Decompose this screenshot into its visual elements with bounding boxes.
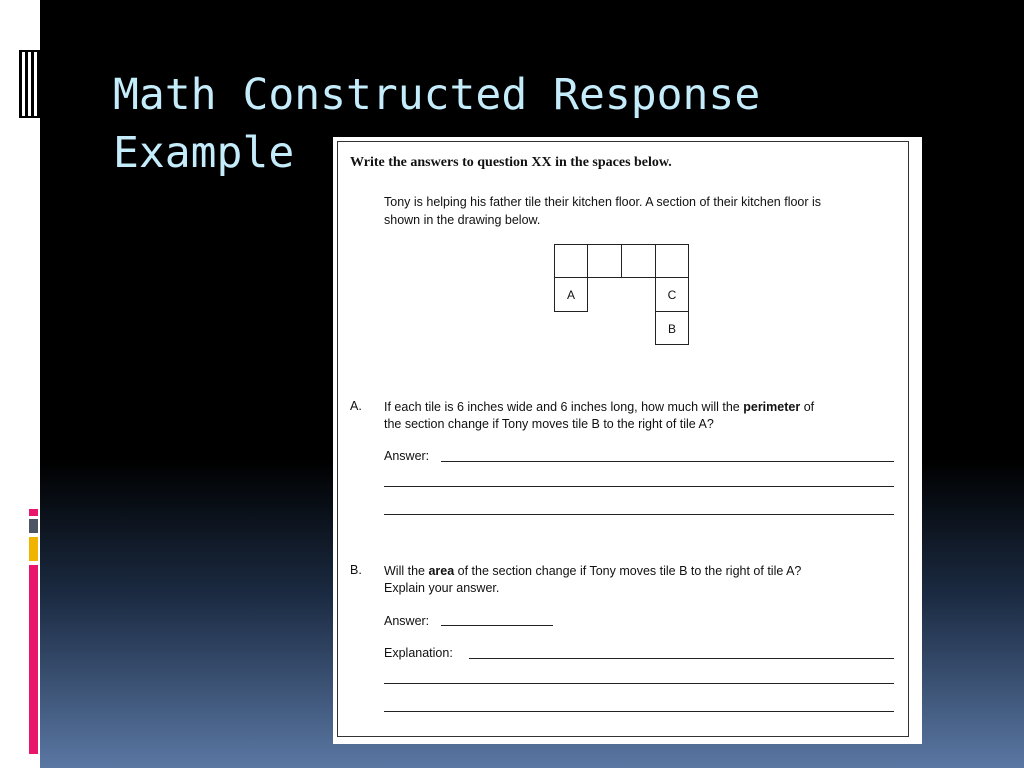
problem-text-line-2: shown in the drawing below. [384,213,541,227]
tile-c-label: C [667,288,677,302]
tile-top-1 [555,245,588,278]
tile-b-label: B [667,322,677,336]
tile-diagram [553,243,693,347]
part-a-text-post: of [800,400,815,414]
part-b-explanation-line[interactable] [469,658,894,659]
part-b-letter: B. [350,563,362,577]
tile-top-2 [588,245,622,278]
part-a-bold-word: perimeter [743,400,801,414]
tile-top-3 [622,245,656,278]
part-b-text-pre: Will the [384,564,429,578]
problem-text-line-1: Tony is helping his father tile their kitchen floor. A section of their kitchen floor is [384,195,822,209]
slide-title-line-2: Example [113,128,295,178]
part-b-bold-word: area [428,564,455,578]
part-b-explanation-line-2[interactable] [384,683,894,684]
tile-top-4 [656,245,689,278]
accent-bar-gray [29,519,38,533]
part-b-answer-line[interactable] [441,625,553,626]
part-b-explanation-line-3[interactable] [384,711,894,712]
title-bars-icon [19,50,40,118]
accent-bar-yellow [29,537,38,561]
slide-title-line-1: Math Constructed Response [113,70,761,120]
part-b-question-line-1 [384,563,801,580]
part-a-answer-label: Answer: [384,449,430,463]
part-a-answer-line-2[interactable] [384,486,894,487]
part-b-answer-label: Answer: [384,614,430,628]
part-a-answer-line-3[interactable] [384,514,894,515]
part-b-text-post: of the section change if Tony moves tile B to the right of tile A? [454,564,802,578]
worksheet-instructions: Write the answers to question XX in the spaces below. [350,155,672,170]
part-b-question-line-2: Explain your answer. [384,581,500,595]
part-a-text-pre: If each tile is 6 inches wide and 6 inches long, how much will the [384,400,744,414]
tile-a-label: A [566,288,576,302]
part-a-letter: A. [350,399,362,413]
accent-bar-pink-top [29,509,38,516]
part-b-explanation-label: Explanation: [384,646,453,660]
accent-bar-pink [29,565,38,754]
part-a-question-line-1 [384,399,814,416]
part-a-answer-line[interactable] [441,461,894,462]
part-a-question-line-2: the section change if Tony moves tile B to the right of tile A? [384,417,714,431]
